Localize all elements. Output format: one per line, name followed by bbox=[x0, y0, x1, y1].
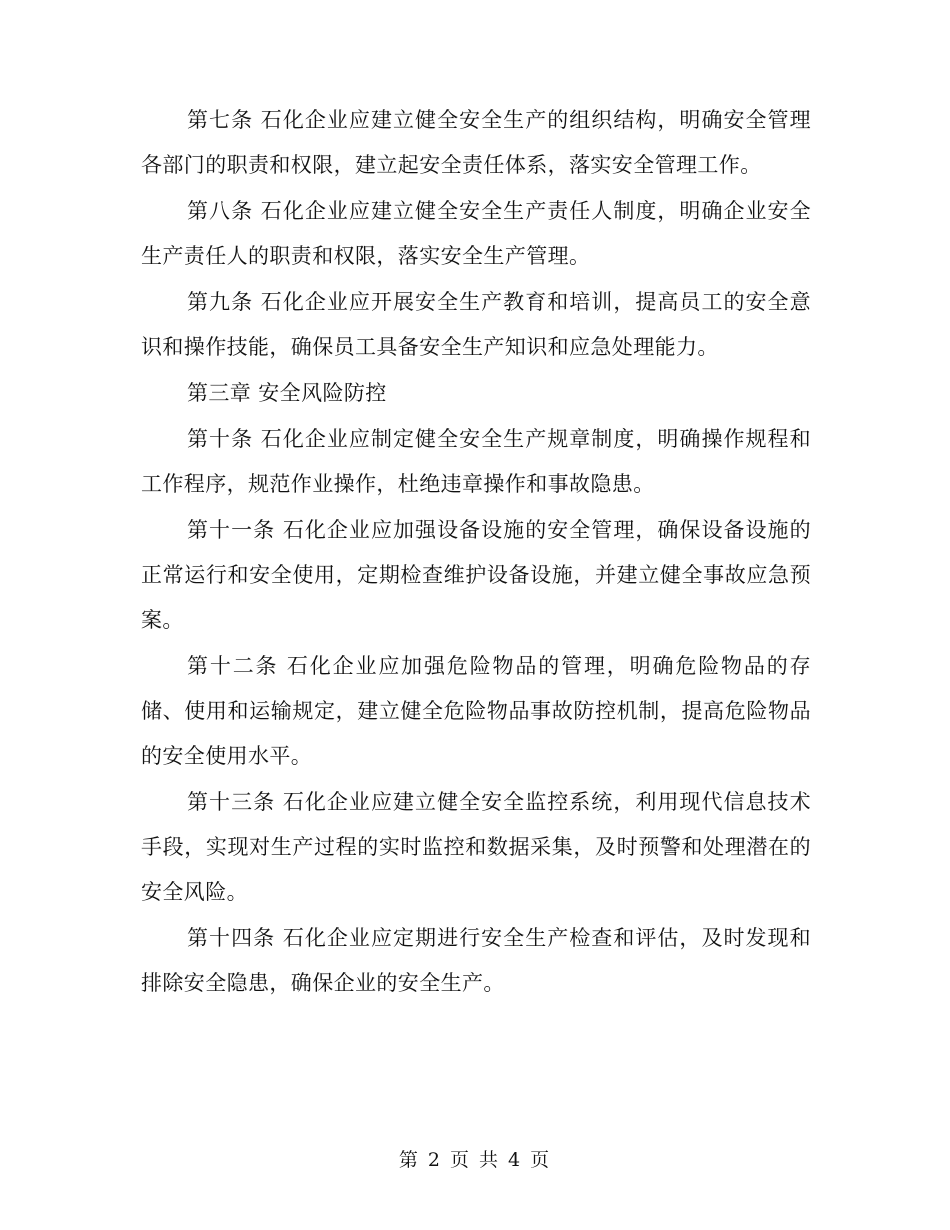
article-8-paragraph: 第八条 石化企业应建立健全安全生产责任人制度，明确企业安全生产责任人的职责和权限，落实安全生产管理。 bbox=[141, 199, 811, 268]
article-14-paragraph: 第十四条 石化企业应定期进行安全生产检查和评估，及时发现和排除安全隐患，确保企业的安全生产。 bbox=[141, 926, 811, 995]
page-number-footer: 第 2 页 共 4 页 bbox=[398, 1149, 552, 1171]
article-13-paragraph: 第十三条 石化企业应建立健全安全监控系统，利用现代信息技术手段，实现对生产过程的实时监控和数据采集，及时预警和处理潜在的安全风险。 bbox=[141, 790, 811, 904]
article-10-paragraph: 第十条 石化企业应制定健全安全生产规章制度，明确操作规程和工作程序，规范作业操作，杜绝违章操作和事故隐患。 bbox=[141, 427, 811, 496]
article-12-paragraph: 第十二条 石化企业应加强危险物品的管理，明确危险物品的存储、使用和运输规定，建立健全危险物品事故防控机制，提高危险物品的安全使用水平。 bbox=[141, 654, 811, 768]
article-9-paragraph: 第九条 石化企业应开展安全生产教育和培训，提高员工的安全意识和操作技能，确保员工具备安全生产知识和应急处理能力。 bbox=[141, 290, 811, 359]
article-7-paragraph: 第七条 石化企业应建立健全安全生产的组织结构，明确安全管理各部门的职责和权限，建立起安全责任体系，落实安全管理工作。 bbox=[141, 108, 811, 177]
chapter-3-heading: 第三章 安全风险防控 bbox=[187, 381, 387, 405]
article-11-paragraph: 第十一条 石化企业应加强设备设施的安全管理，确保设备设施的正常运行和安全使用，定期检查维护设备设施，并建立健全事故应急预案。 bbox=[141, 518, 811, 632]
document-body bbox=[141, 98, 811, 1007]
